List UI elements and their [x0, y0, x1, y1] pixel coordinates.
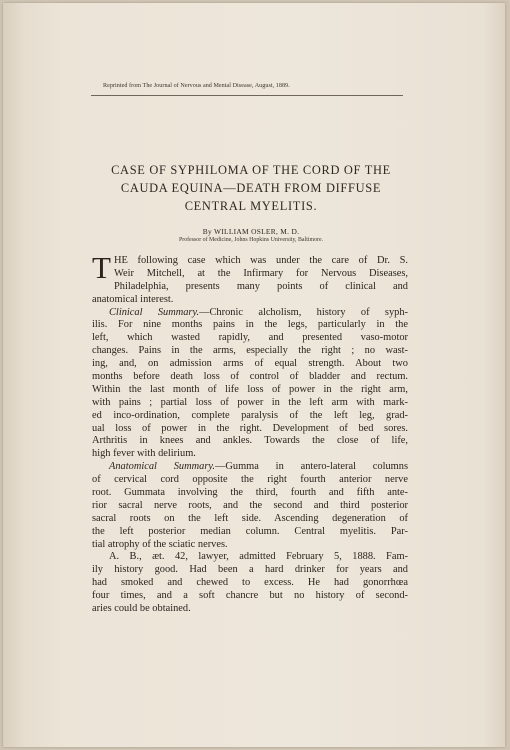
text-line: ily history good. Had been a hard drinker for years and [92, 564, 408, 576]
text-line: left, which wasted rapidly, and presented vaso-motor [92, 332, 408, 344]
text-line: HE following case which was under the care of Dr. S. [114, 255, 408, 266]
text-line: anatomical interest. [92, 293, 174, 305]
text-line: with pains ; partial loss of power in the left arm with mark- [92, 396, 408, 408]
text-line: ual loss of power in the right. Development of bed sores. [92, 422, 408, 434]
text-line: Within the last month of life loss of power in the right arm, [92, 383, 408, 395]
title-line-1: CASE OF SYPHILOMA OF THE CORD OF THE [111, 163, 391, 177]
text-line: tial atrophy of the sciatic nerves. [92, 538, 228, 550]
header-rule [91, 95, 403, 96]
text-line: high fever with delirium. [92, 448, 196, 460]
text-line: changes. Pains in the arms, especially the right ; no wast- [92, 345, 408, 357]
clinical-summary-first-line [92, 307, 408, 320]
text-line: months before death loss of control of bladder and rectum. [92, 371, 408, 383]
text-line: of cervical cord opposite the right fourth anterior nerve [92, 474, 408, 486]
reprint-notice: Reprinted from The Journal of Nervous and Mental Disease, August, 1889. [103, 83, 290, 89]
text-line: sacral roots on the left side. Ascending degeneration of [92, 512, 408, 524]
text-line: A. B., æt. 42, lawyer, admitted February 5, 1888. Fam- [109, 551, 408, 563]
anatomical-summary-first-line [92, 461, 408, 474]
title-line-2: CAUDA EQUINA—DEATH FROM DIFFUSE [120, 181, 382, 195]
anatomical-summary-heading: Anatomical Summary. [109, 461, 215, 473]
title-line-3: CENTRAL MYELITIS. [184, 199, 318, 213]
drop-cap: T [92, 250, 111, 285]
text-line: root. Gummata involving the third, fourth and fifth ante- [92, 487, 408, 499]
text-fragment: —Gumma in antero-lateral columns [215, 461, 408, 473]
text-line: ing, and, on admission arms of equal strength. About two [92, 358, 408, 370]
article-title [83, 161, 419, 215]
text-line: rior sacral nerve roots, and the second and third posterior [92, 499, 408, 511]
text-line: aries could be obtained. [92, 603, 191, 615]
text-line: had smoked and chewed to excess. He had gonorrhœa [92, 577, 408, 589]
author-affiliation: Professor of Medicine, Johns Hopkins University, Baltimore. [178, 237, 324, 243]
text-line: Philadelphia, presents many points of clinical and [114, 280, 408, 292]
text-line: the left posterior median column. Central myelitis. Par- [92, 525, 408, 537]
text-line: ed inco-ordination, complete paralysis of the left leg, grad- [92, 409, 408, 421]
text-line: Weir Mitchell, at the Infirmary for Nervous Diseases, [114, 267, 408, 279]
clinical-summary-heading: Clinical Summary. [109, 306, 200, 318]
article-body [92, 250, 408, 616]
text-line: Arthritis in knees and ankles. Towards the close of life, [92, 435, 408, 447]
text-line: ilis. For nine months pains in the legs, particularly in the [92, 319, 408, 331]
author-byline: By WILLIAM OSLER, M. D. [202, 227, 300, 236]
text-fragment: —Chronic alcholism, history of syph- [199, 306, 408, 318]
document-page [3, 3, 505, 747]
text-line: four times, and a soft chancre but no history of second- [92, 590, 408, 602]
